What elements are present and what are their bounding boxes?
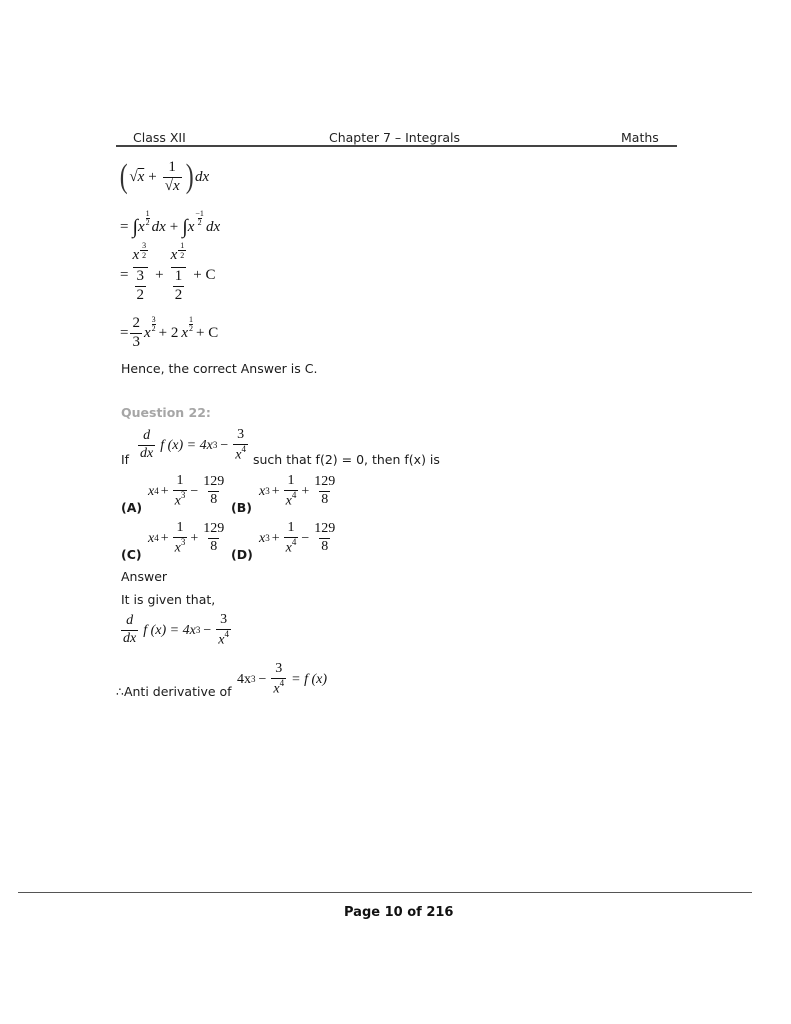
answer-equation-2: 4x 3 − $\frac{3}{x^4}$ = f (x) (237, 661, 327, 697)
header-class: Class XII (133, 130, 186, 145)
page-number: Page 10 of 216 (344, 905, 454, 920)
question-equation: $\frac{d}{dx}$ f (x) = 4x 3 − $\frac{3}{x^4}$ (140, 427, 246, 463)
question-if: If (121, 452, 130, 467)
option-b-expression: x 3 + $\frac{1}{x^4}$ + $\frac{129}{8}$ (259, 473, 336, 509)
question-condition: such that f(2) = 0, then f(x) is (253, 452, 440, 467)
footer-divider (18, 892, 752, 893)
answer-equation-1: $\frac{d}{dx}$ f (x) = 4x 3 − $\frac{3}{x^4}$ (123, 612, 229, 648)
anti-derivative-text: ∴Anti derivative of (116, 684, 232, 699)
option-c-label: (C) (121, 547, 142, 562)
math-line-3: = x $\frac{3}{2}$ $\frac{3}{2}$ + x $\frac{1}{2}$ $\frac{1}{2}$ + C (120, 241, 216, 304)
math-line-4: = $\frac{2}{3}$ x 3 2 + 2 x 1 2 + C (120, 314, 219, 350)
option-b-label: (B) (231, 500, 252, 515)
header-chapter: Chapter 7 – Integrals (329, 130, 461, 145)
option-c-expression: x 4 + $\frac{1}{x^3}$ + $\frac{129}{8}$ (148, 520, 225, 556)
option-d-expression: x 3 + $\frac{1}{x^4}$ − $\frac{129}{8}$ (259, 520, 336, 556)
math-line-1: ( √ x + $\frac{1}{√x}$ ) dx (119, 158, 210, 196)
question-title: Question 22: (121, 405, 211, 420)
header-subject: Maths (621, 130, 659, 145)
option-a-expression: x 4 + $\frac{1}{x^3}$ − $\frac{129}{8}$ (148, 473, 225, 509)
answer-given-text: It is given that, (121, 592, 216, 607)
header-divider (116, 145, 677, 147)
math-line-2: = ∫ x 1 2 dx + ∫ x −1 2 dx (120, 209, 221, 238)
option-d-label: (D) (231, 547, 253, 562)
answer-label: Answer (121, 569, 168, 584)
option-a-label: (A) (121, 500, 143, 515)
conclusion-text: Hence, the correct Answer is C. (121, 361, 318, 376)
